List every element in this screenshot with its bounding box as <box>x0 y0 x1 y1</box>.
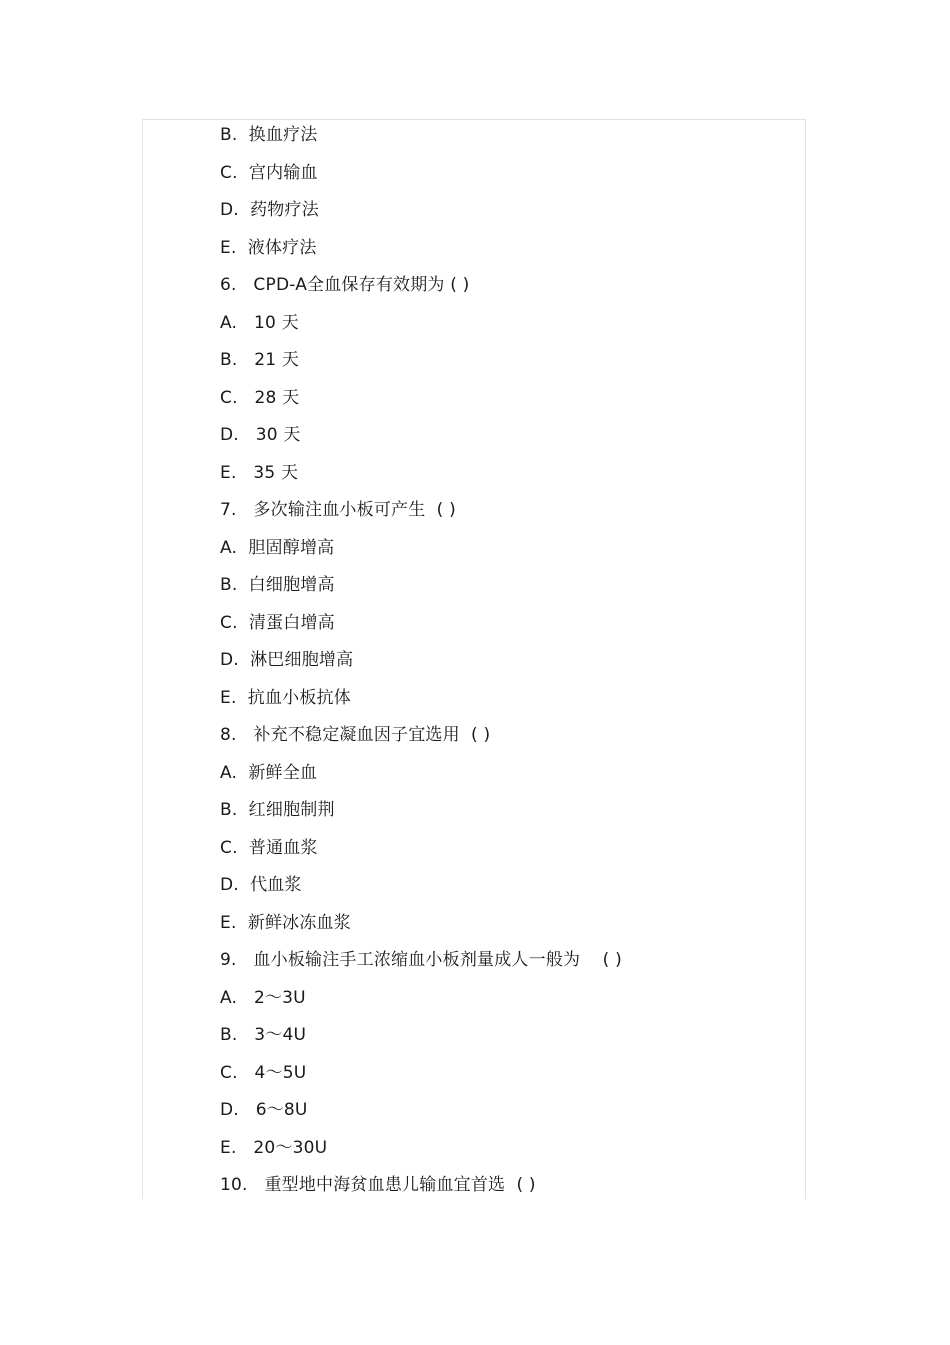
text-line: B. 21 天 <box>220 350 300 370</box>
question-line: 6. CPD-A全血保存有效期为 ( ) <box>220 275 470 295</box>
text-line: C. 28 天 <box>220 387 300 408</box>
text-line: A. 胆固醇增高 <box>220 537 335 558</box>
question-list <box>220 124 622 1212</box>
text-line: D. 30 天 <box>220 425 301 445</box>
text-line: C. 清蛋白增高 <box>220 612 335 633</box>
question-line: 10. 重型地中海贫血患儿输血宜首选 ( ) <box>220 1175 536 1195</box>
text-line: C. 4～5U <box>220 1062 307 1083</box>
text-line: C. 普通血浆 <box>220 837 318 858</box>
text-line: B. 白细胞增高 <box>220 575 335 595</box>
text-line: B. 3～4U <box>220 1025 307 1045</box>
question-line: 7. 多次输注血小板可产生 ( ) <box>220 500 456 520</box>
text-line: E. 液体疗法 <box>220 237 317 258</box>
question-line: 8. 补充不稳定凝血因子宜选用 ( ) <box>220 725 491 745</box>
text-line: A. 2～3U <box>220 987 306 1008</box>
text-line: D. 药物疗法 <box>220 200 319 220</box>
text-line: D. 淋巴细胞增高 <box>220 650 354 670</box>
question-line: 9. 血小板输注手工浓缩血小板剂量成人一般为 ( ) <box>220 950 622 970</box>
text-line: D. 代血浆 <box>220 875 302 895</box>
text-line: E. 抗血小板抗体 <box>220 687 351 708</box>
text-line: B. 换血疗法 <box>220 125 318 145</box>
text-line: E. 20～30U <box>220 1137 328 1158</box>
text-line: A. 新鲜全血 <box>220 762 318 783</box>
text-line: B. 红细胞制荆 <box>220 800 335 820</box>
text-line: E. 新鲜冰冻血浆 <box>220 912 351 933</box>
text-line: D. 6～8U <box>220 1100 308 1120</box>
text-line: A. 10 天 <box>220 312 299 333</box>
text-line: E. 35 天 <box>220 462 299 483</box>
text-line: C. 宫内输血 <box>220 162 318 183</box>
